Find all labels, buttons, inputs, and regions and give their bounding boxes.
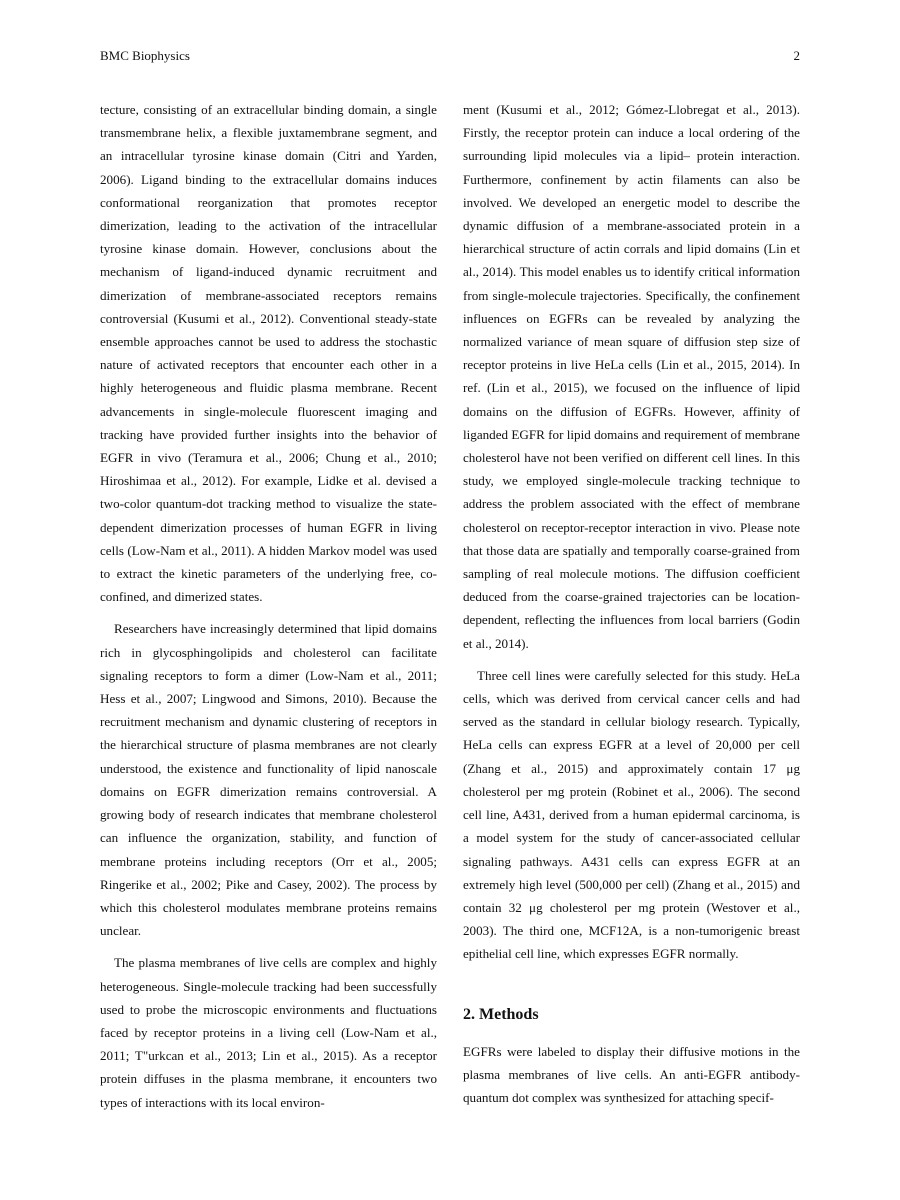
page-number: 2 [793,48,800,63]
paragraph-lipid-domains: Researchers have increasingly determined that lipid domains rich in glycosphingolipids and cholesterol can facilitate signaling receptors to form a dimer (Low-Nam et al., 2011; Hess et al., 2007; Lingwood and Simons, 2010). Because the recruitment mechanism and dynamic clustering of receptors in the hierarchical structure of plasma membranes are not clearly understood, the existence and functionality of lipid nanoscale domains on EGFR dimerization remains controversial. A growing body of research indicates that membrane cholesterol can influence the organization, stability, and function of membrane proteins including receptors (Orr et al., 2005; Ringerike et al., 2002; Pike and Casey, 2002). The process by which this cholesterol modulates membrane proteins remains unclear. [100,621,437,939]
paragraph-continuation: tecture, consisting of an extracellular binding domain, a single transmembrane helix, a flexible juxtamembrane segment, and an intracellular tyrosine kinase domain (Citri and Yarden, 2006). Ligand binding to the extracellular domains induces conformational reorganization that promotes receptor dimerization, leading to the activation of the intracellular tyrosine kinase domain. However, conclusions about the mechanism of ligand-induced dynamic recruitment and dimerization of membrane-associated receptors remains controversial (Kusumi et al., 2012). Conventional steady-state ensemble approaches cannot be used to address the stochastic nature of activated receptors that encounter each other in a highly heterogeneous and fluidic plasma membrane. Recent advancements in single-molecule fluorescent imaging and tracking have provided further insights into the behavior of EGFR in vivo (Teramura et al., 2006; Chung et al., 2010; Hiroshimaa et al., 2012). For example, Lidke et al. devised a two-color quantum-dot tracking method to visualize the state-dependent dimerization processes of human EGFR in living cells (Low-Nam et al., 2011). A hidden Markov model was used to extract the kinetic parameters of the underlying free, co-confined, and dimerized states. [100,102,437,605]
paragraph-plasma-membranes: The plasma membranes of live cells are complex and highly heterogeneous. Single-molecule tracking had been successfully used to probe the microscopic environments and fluctuations faced by receptor proteins in a living cell (Low-Nam et al., 2011; T"urkcan et al., 2013; Lin et al., 2015). As a receptor protein diffuses in the plasma membrane, it encounters two types of interactions with its local environ- [100,955,437,1110]
left-column [100,98,437,1123]
journal-name: BMC Biophysics [100,48,190,63]
page-header [100,48,800,68]
right-column [463,98,800,1118]
section-heading-methods: 2. Methods [463,1005,539,1023]
paragraph-cell-lines: Three cell lines were carefully selected for this study. HeLa cells, which was derived from cervical cancer cells and had served as the standard in cellular biology research. Typically, HeLa cells can express EGFR at a level of 20,000 per cell (Zhang et al., 2015) and approximately contain 17 μg cholesterol per mg protein (Robinet et al., 2006). The second cell line, A431, derived from a human epidermal carcinoma, is a model system for the study of cancer-associated cellular signaling pathways. A431 cells can express EGFR at an extremely high level (500,000 per cell) (Zhang et al., 2015) and contain 32 μg cholesterol per mg protein (Westover et al., 2003). The third one, MCF12A, is a non-tumorigenic breast epithelial cell line, which expresses EGFR normally. [463,667,800,962]
paragraph-environment-interactions: ment (Kusumi et al., 2012; Gómez-Llobregat et al., 2013). Firstly, the receptor protein can induce a local ordering of the surrounding lipid molecules via a lipid– protein interaction. Furthermore, confinement by actin filaments can also be involved. We developed an energetic model to describe the dynamic diffusion of a membrane-associated protein in a hierarchical structure of actin corrals and lipid domains (Lin et al., 2014). This model enables us to identify critical information from single-molecule trajectories. Specifically, the confinement influences on EGFRs can be revealed by analyzing the normalized variance of mean square of diffusion step size of receptor proteins in live HeLa cells (Lin et al., 2015, 2014). In ref. (Lin et al., 2015), we focused on the influence of lipid domains on the diffusion of EGFRs. However, affinity of liganded EGFR for lipid domains and requirement of membrane cholesterol have not been verified on different cell lines. In this study, we employed single-molecule tracking technique to address the problem associated with the effect of membrane cholesterol on receptor-receptor interaction in vivo. Please note that those data are spatially and temporally coarse-grained from sampling of real molecule motions. The diffusion coefficient deduced from the coarse-grained trajectories can be location-dependent, reflecting the influences from local barriers (Godin et al., 2014). [463,102,800,651]
paragraph-methods: EGFRs were labeled to display their diffusive motions in the plasma membranes of live cells. An anti-EGFR antibody-quantum dot complex was synthesized for attaching specif- [463,1043,800,1105]
